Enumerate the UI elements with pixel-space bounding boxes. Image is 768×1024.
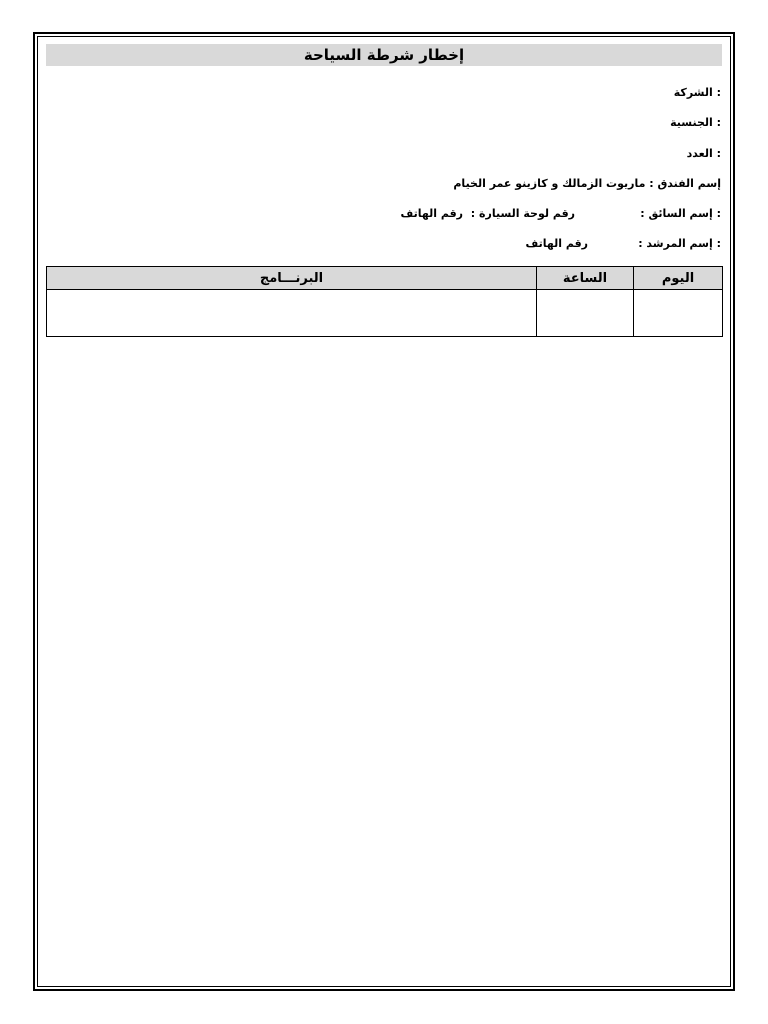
header-day: اليوم bbox=[634, 267, 723, 290]
driver-name-label: : إسم السائق : bbox=[640, 207, 721, 220]
driver-phone-label: رقم الهاتف bbox=[400, 207, 463, 220]
form-title: إخطار شرطة السياحة bbox=[303, 46, 465, 64]
header-program: البرنـــامج bbox=[47, 267, 537, 290]
program-table bbox=[46, 266, 723, 337]
program-cell[interactable] bbox=[47, 290, 537, 337]
time-cell[interactable] bbox=[537, 290, 634, 337]
company-label: : الشركة bbox=[673, 86, 721, 99]
count-label: : العدد bbox=[686, 147, 721, 160]
form-title-bar bbox=[46, 44, 722, 66]
hotel-name-line: إسم الفندق : ماريوت الزمالك و كازينو عمر الخيام bbox=[453, 177, 721, 190]
table-row bbox=[47, 290, 723, 337]
guide-phone-label: رقم الهاتف bbox=[525, 237, 588, 250]
plate-number-label: رقم لوحة السيارة : bbox=[470, 207, 575, 220]
guide-name-label: : إسم المرشد : bbox=[638, 237, 721, 250]
day-cell[interactable] bbox=[634, 290, 723, 337]
program-table-header-row bbox=[47, 267, 723, 290]
nationality-label: : الجنسية bbox=[670, 116, 721, 129]
header-time: الساعة bbox=[537, 267, 634, 290]
